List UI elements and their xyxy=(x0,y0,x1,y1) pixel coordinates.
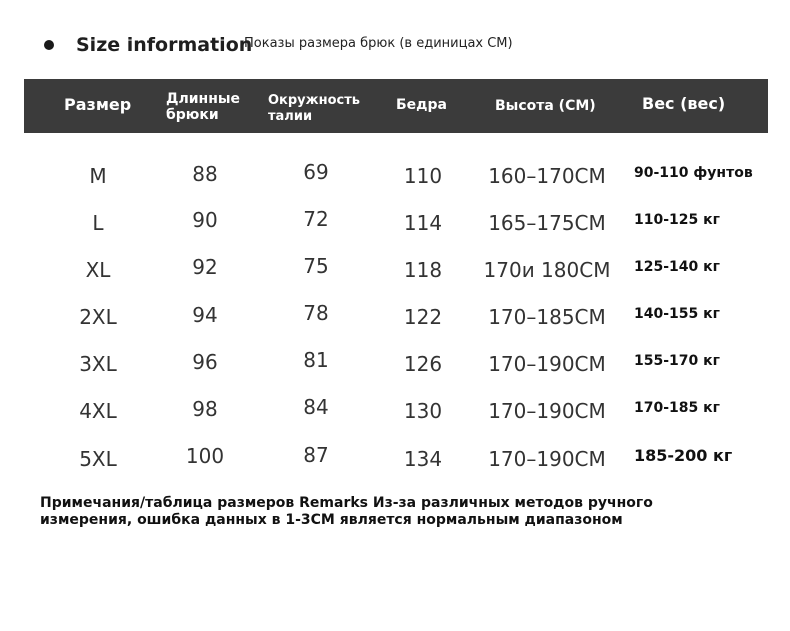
cell-length: 96 xyxy=(192,350,218,374)
cell-length: 92 xyxy=(192,255,218,279)
cell-length: 100 xyxy=(185,444,225,468)
header-hips: Бедра xyxy=(396,97,447,113)
cell-height: 170и 180CM xyxy=(483,258,611,282)
header-weight: Вес (вес) xyxy=(642,94,726,113)
cell-length: 94 xyxy=(192,303,218,327)
cell-weight: 155-170 кг xyxy=(634,353,720,369)
cell-weight: 90-110 фунтов xyxy=(634,165,753,181)
header-waist-line2: талии xyxy=(268,109,313,124)
page-subtitle: Показы размера брюк (в единицах СМ) xyxy=(244,36,513,51)
header-waist xyxy=(268,93,360,125)
cell-size: L xyxy=(92,211,104,235)
cell-waist: 72 xyxy=(303,207,329,231)
cell-waist: 84 xyxy=(303,395,329,419)
header-waist-line1: Окружность xyxy=(268,93,360,108)
cell-height: 170–190CM xyxy=(488,352,606,376)
cell-hips: 126 xyxy=(403,352,443,376)
cell-size: XL xyxy=(85,258,111,282)
page-title: Size information xyxy=(76,34,253,56)
cell-waist: 75 xyxy=(303,254,329,278)
cell-weight: 110-125 кг xyxy=(634,212,720,228)
cell-length: 90 xyxy=(192,208,218,232)
cell-size: M xyxy=(89,164,107,188)
cell-weight: 170-185 кг xyxy=(634,400,720,416)
cell-waist: 81 xyxy=(303,348,329,372)
cell-weight: 140-155 кг xyxy=(634,306,720,322)
cell-weight: 185-200 кг xyxy=(634,446,733,465)
cell-hips: 130 xyxy=(403,399,443,423)
header-length-line1: Длинные xyxy=(166,91,241,107)
header-length xyxy=(166,91,240,123)
table-header xyxy=(24,79,768,133)
header-size: Размер xyxy=(64,95,132,114)
cell-hips: 118 xyxy=(403,258,443,282)
cell-waist: 69 xyxy=(303,160,329,184)
cell-height: 170–190CM xyxy=(488,399,606,423)
cell-height: 160–170CM xyxy=(488,164,606,188)
cell-waist: 78 xyxy=(303,301,329,325)
header-height: Высота (СМ) xyxy=(495,98,596,114)
cell-size: 3XL xyxy=(79,352,117,376)
cell-height: 165–175CM xyxy=(488,211,606,235)
header-length-line2: брюки xyxy=(166,107,219,123)
cell-height: 170–185CM xyxy=(488,305,606,329)
cell-length: 98 xyxy=(192,397,218,421)
cell-size: 4XL xyxy=(79,399,117,423)
cell-weight: 125-140 кг xyxy=(634,259,720,275)
cell-size: 5XL xyxy=(79,447,117,471)
bullet-icon xyxy=(44,40,54,50)
cell-hips: 134 xyxy=(403,447,443,471)
size-note: Примечания/таблица размеров Remarks Из-за различных методов ручного измерения, ошибка данных в 1-3CM является нормальным диапазоном xyxy=(40,495,653,528)
cell-hips: 114 xyxy=(403,211,443,235)
cell-height: 170–190CM xyxy=(488,447,606,471)
cell-size: 2XL xyxy=(79,305,117,329)
cell-length: 88 xyxy=(192,162,218,186)
cell-waist: 87 xyxy=(303,443,329,467)
cell-hips: 122 xyxy=(403,305,443,329)
cell-hips: 110 xyxy=(403,164,443,188)
